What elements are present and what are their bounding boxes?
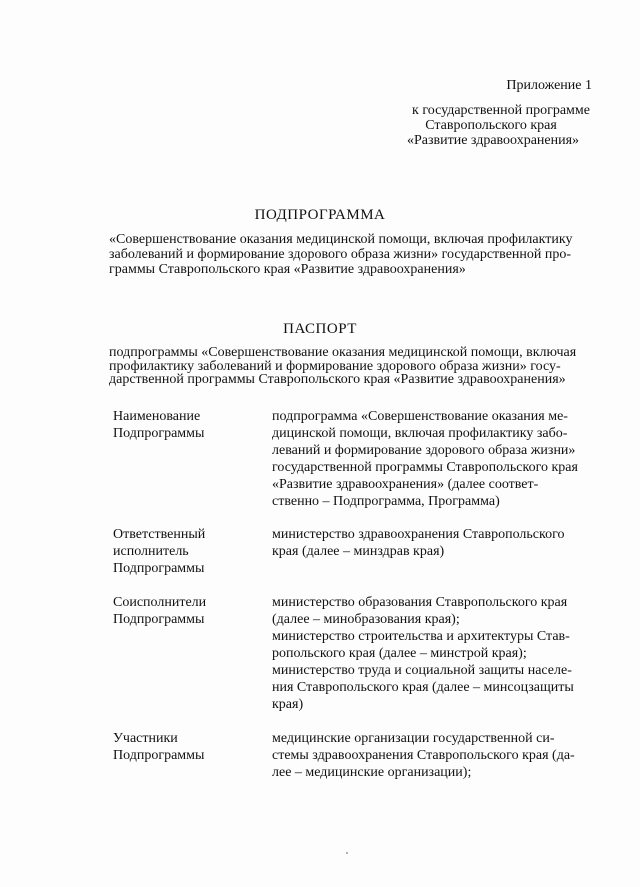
passport-subtitle (109, 346, 596, 387)
row-label-line: Подпрограммы (113, 561, 205, 576)
heading-subprogram: ПОДПРОГРАММА (254, 207, 386, 223)
row-value-line: подпрограмма «Совершенствование оказания ме- (272, 409, 568, 424)
row-value-line: ственно – Подпрограмма, Программа) (272, 494, 500, 509)
row-label-line: Участники (113, 731, 178, 746)
row-label-line: Подпрограммы (113, 612, 205, 627)
row-label-line: Подпрограммы (113, 748, 205, 763)
row-value-line: медицинские организации государственной си- (272, 731, 555, 746)
annex-line-program-name: «Развитие здравоохранения» (406, 133, 580, 148)
row-value-line: министерство здравоохранения Ставропольского (272, 527, 565, 542)
row-value-line: края) (272, 697, 304, 712)
annex-line-region: Ставропольского края (425, 118, 557, 133)
row-value-line: министерство труда и социальной защиты населе- (272, 663, 572, 678)
row-value-line: министерство образования Ставропольского края (272, 595, 568, 610)
annex-line-program: к государственной программе (412, 103, 590, 118)
row-label-line: исполнитель (113, 544, 189, 559)
row-label (113, 408, 253, 442)
row-value-line: государственной программы Ставропольского края (272, 460, 578, 475)
row-value-line: края (далее – минздрав края) (272, 544, 445, 559)
row-value-line: министерство строительства и архитектуры Став- (272, 629, 570, 644)
subprogram-title-line: граммы Ставропольского края «Развитие здравоохранения» (109, 262, 466, 277)
row-label-line: Подпрограммы (113, 426, 205, 441)
subprogram-title-line: заболеваний и формирование здорового образа жизни» государственной про- (109, 247, 572, 262)
row-label-line: Ответственный (113, 527, 206, 542)
passport-subtitle-line: дарственной программы Ставропольского края «Развитие здравоохранения» (109, 372, 566, 387)
row-value-line: «Развитие здравоохранения» (далее соответ- (272, 477, 539, 492)
row-value-line: стемы здравоохранения Ставропольского края (да- (272, 748, 575, 763)
row-value-line: леваний и формирование здорового образа жизни» (272, 443, 576, 458)
row-value (272, 730, 596, 781)
row-value-line: (далее – минобразования края); (272, 612, 460, 627)
row-value-line: дицинской помощи, включая профилактику забо- (272, 426, 568, 441)
heading-passport: ПАСПОРТ (283, 321, 357, 337)
row-value (272, 526, 596, 560)
row-value (272, 408, 596, 510)
subprogram-title-line: «Совершенствование оказания медицинской помощи, включая профилактику (109, 232, 573, 247)
row-label (113, 730, 253, 764)
row-value-line: ропольского края (далее – минстрой края); (272, 646, 527, 661)
passport-subtitle-line: профилактику заболеваний и формирование здорового образа жизни» госу- (109, 358, 561, 374)
row-value-line: ния Ставропольского края (далее – минсоцзащиты (272, 680, 574, 695)
row-value-line: лее – медицинские организации); (272, 765, 472, 780)
subprogram-title (109, 232, 594, 277)
passport-subtitle-line: подпрограммы «Совершенствование оказания медицинской помощи, включая (109, 345, 577, 360)
row-value (272, 594, 596, 713)
annex-block (406, 78, 592, 148)
annex-number: Приложение 1 (506, 78, 592, 93)
row-label (113, 594, 253, 628)
row-label (113, 526, 253, 577)
row-label-line: Соисполнители (113, 595, 207, 610)
scan-speck (346, 852, 348, 854)
row-label-line: Наименование (113, 409, 201, 424)
